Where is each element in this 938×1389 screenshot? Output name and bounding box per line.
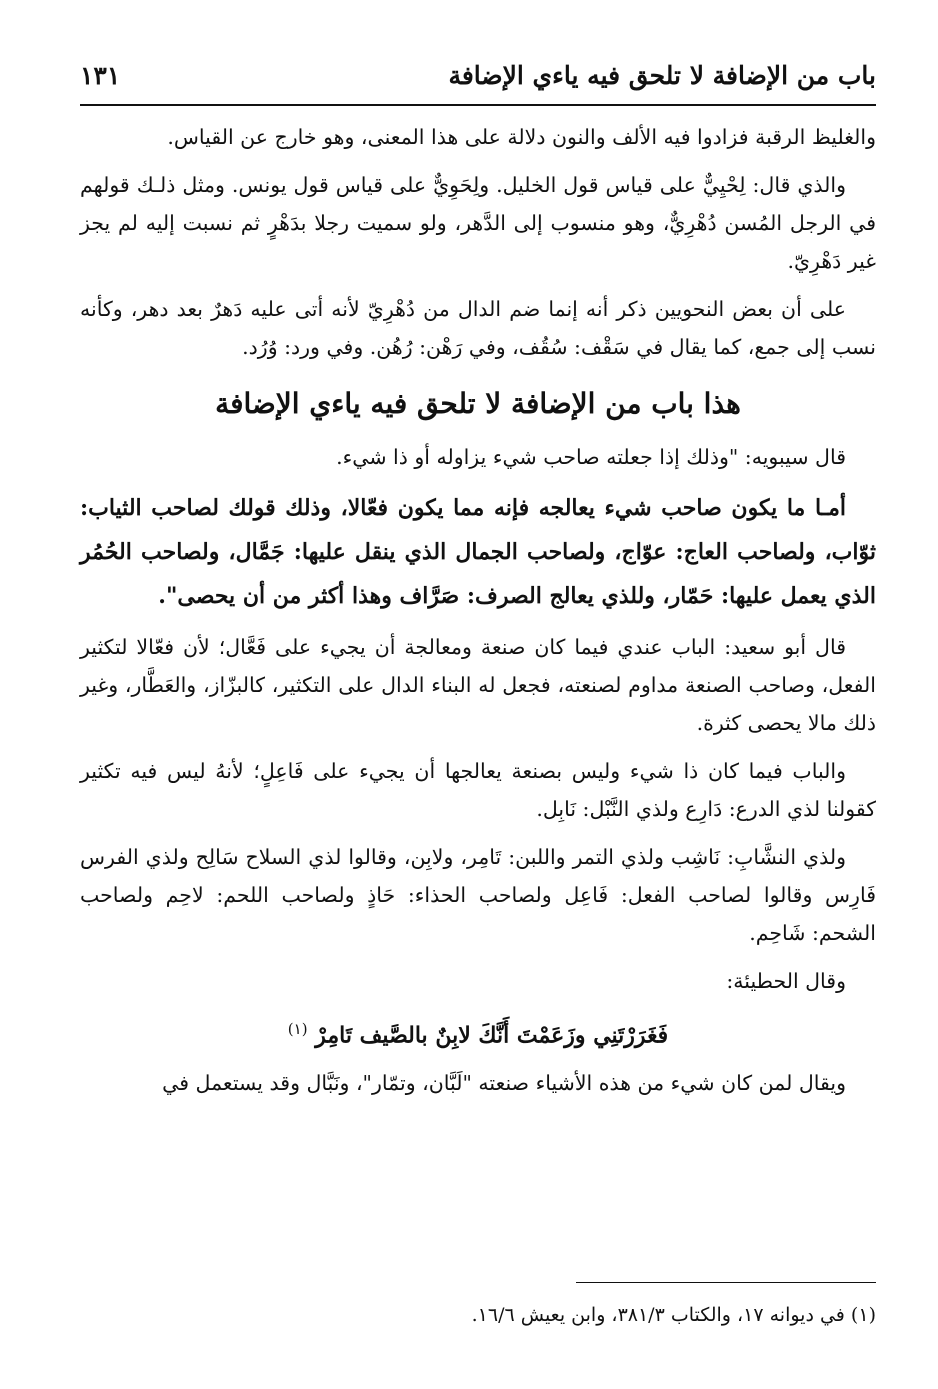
footnote-rule (576, 1282, 876, 1283)
section-title: هذا باب من الإضافة لا تلحق فيه ياءي الإضافة (215, 387, 741, 420)
poem-line (80, 1010, 876, 1054)
footnote: (١) في ديوانه ١٧، والكتاب ٣٨١/٣، وابن يعيش ١٦/٦. (471, 1304, 876, 1326)
footnote-marker: (١) (287, 1020, 308, 1038)
paragraph: والذي قال: لِحْيِيٌّ على قياس قول الخليل. ولِحَوِيٌّ على قياس قول يونس. ومثل ذلـك قولهم في الرجل المُسن دُهْرِيٌّ، وهو منسوب إلى الدَّهر، ولو سميت رجلا بدَهْرٍ ثم نسبت إليه لم يجز غير دَهْرِيّ. (80, 173, 876, 273)
paragraph: ولذي النشَّابِ: نَاشِب ولذي التمر واللبن: تَامِر، ولابِن، وقالوا لذي السلاح سَالِح ولذي الفرس فَارِس وقالوا لصاحب الفعل: فَاعِل ولصاحب الحذاء: حَاذٍ ولصاحب اللحم: لاحِم ولصاحب الشحم: شَاحِم. (80, 845, 876, 945)
sibawayh-intro: قال سيبويه: "وذلك إذا جعلته صاحب شيء يزاوله أو ذا شيء. (336, 445, 846, 469)
paragraph: والغليظ الرقبة فزادوا فيه الألف والنون دلالة على هذا المعنى، وهو خارج عن القياس. (167, 125, 876, 149)
running-title: باب من الإضافة لا تلحق فيه ياءي الإضافة (448, 60, 876, 90)
closing-paragraph: ويقال لمن كان شيء من هذه الأشياء صنعته "لَبَّان، وتمّار"، ونَبَّال وقد يستعمل في (162, 1071, 846, 1096)
paragraph: قال أبو سعيد: الباب عندي فيما كان صنعة ومعالجة أن يجيء على فَعَّال؛ لأن فعّالا لتكثير الفعل، وصاحب الصنعة مداوم لصنعته، فجعل له البناء الدال على التكثير، كالبزّاز، والعَطَّار، وغير ذلك مالا يحصى كثرة. (80, 635, 876, 735)
page-number: ١٣١ (80, 60, 121, 90)
header-rule (80, 104, 876, 106)
paragraph: والباب فيما كان ذا شيء وليس بصنعة يعالجها أن يجيء على فَاعِلٍ؛ لأنهُ ليس فيه تكثير كقولنا لذي الدرع: دَارِع ولذي النَّبْل: نَابِل. (80, 759, 876, 821)
poem-text: فَغَرَرْتَنِي وزَعَمْتَ أَنَّكَ لابِنٌ بالصَّيف تَامِرْ (315, 1022, 669, 1049)
sibawayh-quote: أمـا ما يكون صاحب شيء يعالجه فإنه مما يكون فعّالا، وذلك قولك لصاحب الثياب: ثوّاب، ولصاحب العاج: عوّاج، ولصاحب الجمال الذي ينقل عليها: جَمَّال، ولصاحب الحُمُر الذي يعمل عليها: حَمّار، وللذي يعالج الصرف: صَرَّاف وهذا أكثر من أن يحصى". (80, 495, 876, 609)
running-head (80, 52, 876, 98)
poet-intro: وقال الحطيئة: (726, 969, 846, 993)
paragraph: على أن بعض النحويين ذكر أنه إنما ضم الدال من دُهْرِيّ لأنه أتى عليه دَهرٌ بعد دهر، وكأنه نسب إلى جمع، كما يقال في سَقْف: سُقُف، وفي رَهْن: رُهُن. وفي ورد: وُرُد. (80, 297, 876, 359)
main-text (80, 118, 876, 1112)
